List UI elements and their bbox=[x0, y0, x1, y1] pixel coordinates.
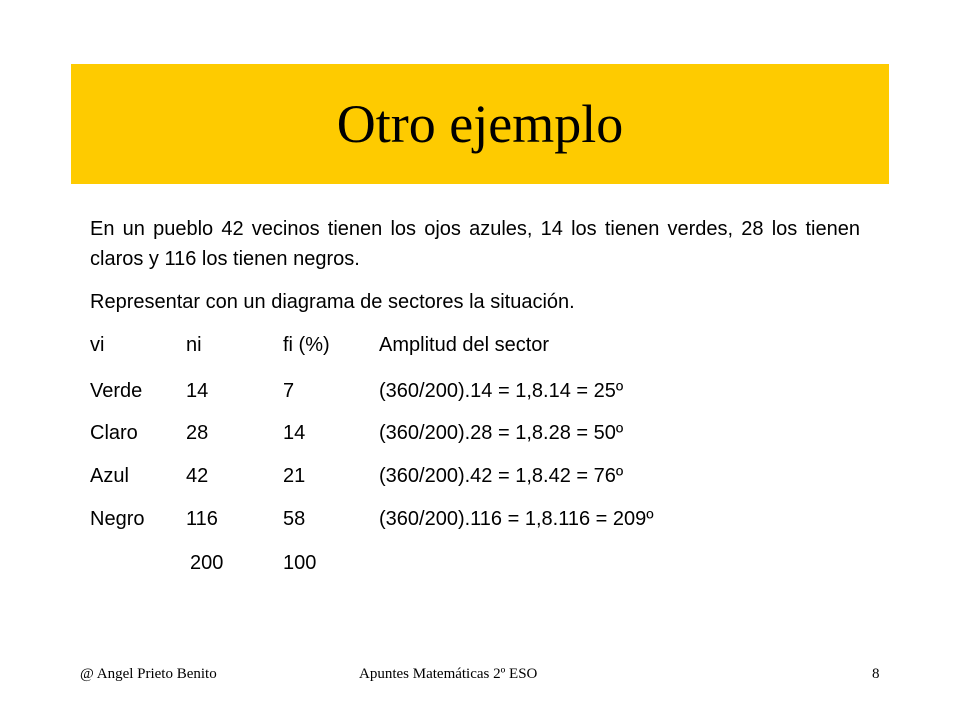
table-row bbox=[0, 376, 960, 406]
cell-category: Claro bbox=[90, 422, 138, 444]
cell-ni: 28 bbox=[186, 422, 209, 444]
footer-course: Apuntes Matemáticas 2º ESO bbox=[359, 666, 538, 682]
cell-fi: 58 bbox=[283, 508, 306, 530]
total-fi: 100 bbox=[283, 552, 317, 574]
slide-title: Otro ejemplo bbox=[336, 94, 624, 154]
cell-amplitude: (360/200).28 = 1,8.28 = 50º bbox=[379, 422, 624, 444]
header-amplitude: Amplitud del sector bbox=[379, 334, 550, 356]
problem-statement: En un pueblo 42 vecinos tienen los ojos azules, 14 los tienen verdes, 28 los tienen claros y 116 los tienen negros. bbox=[90, 218, 860, 270]
task-statement: Representar con un diagrama de sectores la situación. bbox=[90, 291, 575, 313]
cell-category: Azul bbox=[90, 465, 129, 487]
cell-ni: 42 bbox=[186, 465, 209, 487]
cell-fi: 7 bbox=[283, 380, 295, 402]
cell-amplitude: (360/200).116 = 1,8.116 = 209º bbox=[379, 508, 654, 530]
table-row bbox=[0, 418, 960, 448]
table-totals-row bbox=[0, 548, 960, 578]
cell-fi: 14 bbox=[283, 422, 306, 444]
table-row bbox=[0, 461, 960, 491]
total-ni: 200 bbox=[190, 552, 224, 574]
footer-author: @ Angel Prieto Benito bbox=[80, 666, 217, 682]
cell-ni: 14 bbox=[186, 380, 209, 402]
cell-category: Verde bbox=[90, 380, 143, 402]
table-header-row bbox=[0, 330, 960, 360]
table-row bbox=[0, 504, 960, 534]
title-banner bbox=[71, 64, 889, 184]
header-ni: ni bbox=[186, 334, 202, 356]
header-fi: fi (%) bbox=[283, 334, 330, 356]
cell-amplitude: (360/200).14 = 1,8.14 = 25º bbox=[379, 380, 624, 402]
page-number: 8 bbox=[872, 666, 880, 682]
cell-ni: 116 bbox=[186, 508, 218, 530]
cell-category: Negro bbox=[90, 508, 145, 530]
header-vi: vi bbox=[90, 334, 105, 356]
cell-fi: 21 bbox=[283, 465, 306, 487]
cell-amplitude: (360/200).42 = 1,8.42 = 76º bbox=[379, 465, 624, 487]
